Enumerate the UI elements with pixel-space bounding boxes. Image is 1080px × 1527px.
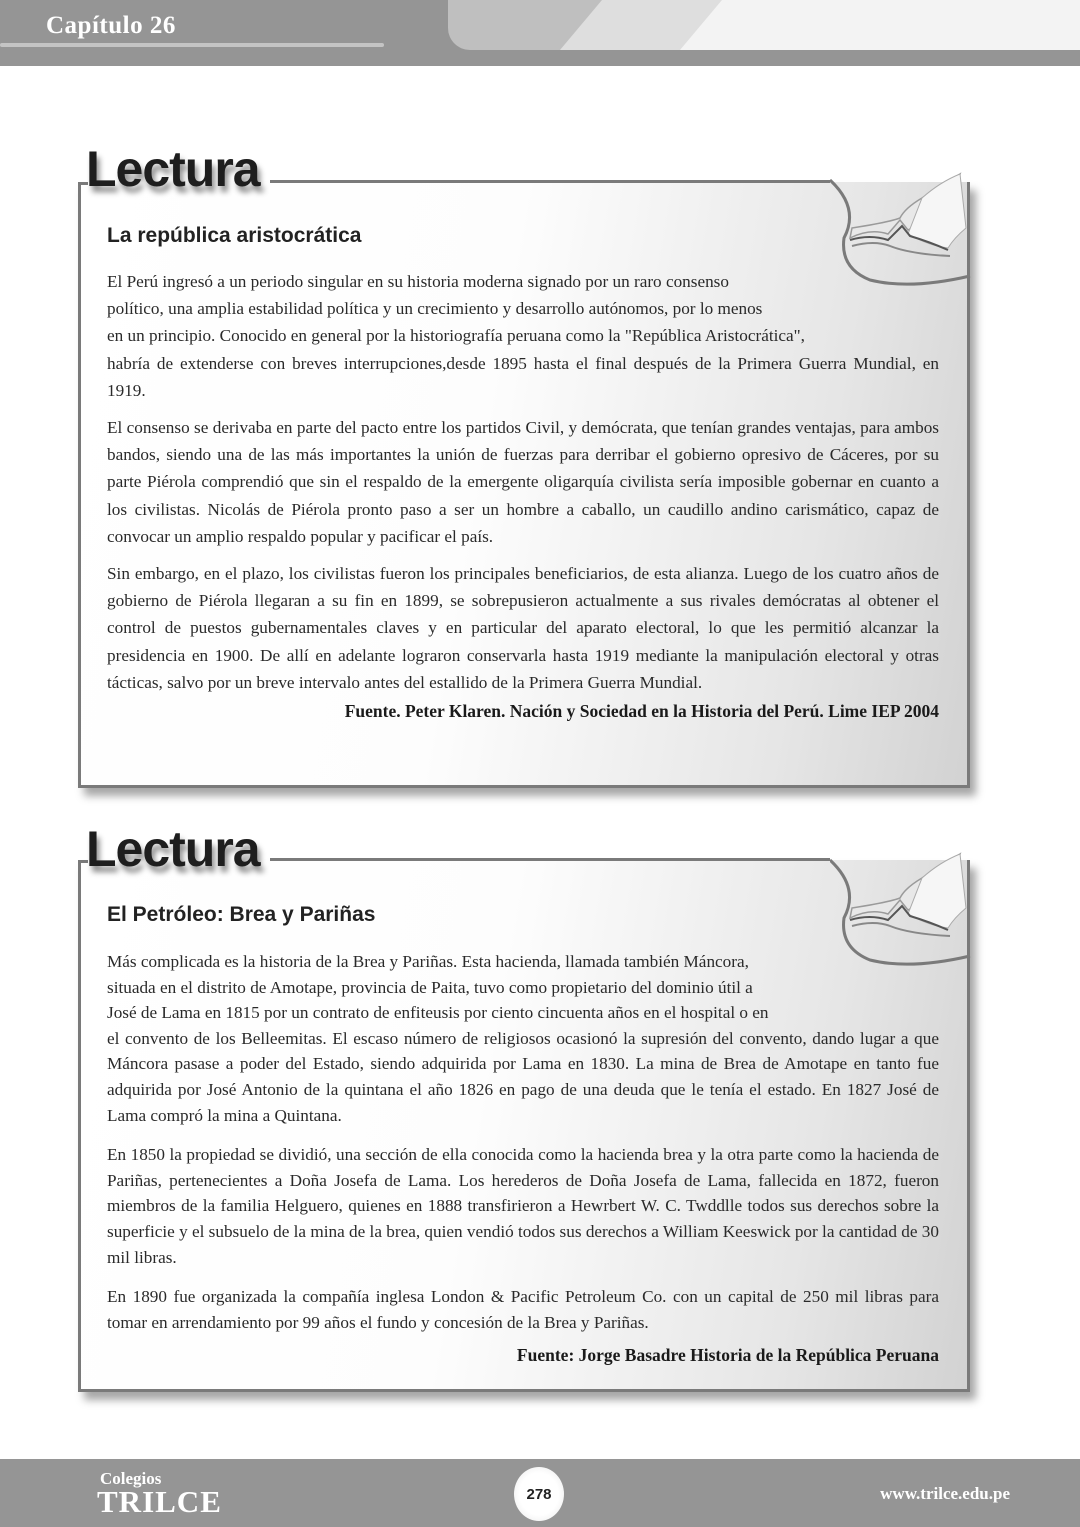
reading-title: El Petróleo: Brea y Pariñas bbox=[107, 903, 376, 926]
reading-title: La república aristocrática bbox=[107, 224, 362, 247]
page-header bbox=[0, 0, 1080, 66]
paragraph-line: José de Lama en 1815 por un contrato de enfiteusis por ciento cincuenta años en el hospital o en bbox=[107, 1003, 769, 1023]
paragraph bbox=[107, 268, 939, 404]
chapter-title: Capítulo 26 bbox=[46, 12, 176, 39]
brand-logo-text: TRILCE bbox=[97, 1484, 222, 1519]
frame-top-line bbox=[270, 180, 830, 183]
paragraph-line: político, una amplia estabilidad política y un crecimiento y desarrollo autónomos, por lo menos bbox=[107, 299, 763, 319]
reading-box-2 bbox=[78, 820, 970, 1392]
paragraph-line: en un principio. Conocido en general por la historiografía peruana como la "República Aristocrática", bbox=[107, 326, 805, 346]
paragraph bbox=[107, 949, 939, 1128]
reading-box-1 bbox=[78, 140, 970, 788]
paragraph-text: el convento de los Belleemitas. El escaso número de religiosos ocasionó la supresión del convento, dando lugar a que Máncora pasase a poder del Estado, siendo adquirida por Lama en 1830. La mina de Brea de Amotape en tanto fue adquirida por José Antonio de la quintana el año 1826 en pago de una deuda que le tenía el estado. En 1827 José de Lama compró la mina a Quintana. bbox=[107, 1028, 939, 1125]
brand-small-text: Colegios bbox=[100, 1469, 162, 1488]
paragraph: En 1890 fue organizada la compañía inglesa London & Pacific Petroleum Co. con un capital de 250 mil libras para tomar en arrendamiento por 99 años el fundo y concesión de la Brea y Pariñas. bbox=[107, 1287, 939, 1332]
paragraph: El consenso se derivaba en parte del pacto entre los partidos Civil, y demócrata, que tenían grandes ventajas, para ambos bandos, siendo una de las más importantes la unión de fuerzas para derribar el gobierno opresivo de Cáceres, por su parte Piérola comprendió que sin el respaldo de la emergente oligarquía civilista sería imposible gobernar en cuanto a los civilistas. Nicolás de Piérola pronto paso a ser un hombre a caballo, un caudillo andino carismático, capaz de convocar un amplio respaldo popular y pacificar el país. bbox=[107, 418, 939, 546]
reading-body bbox=[107, 268, 939, 725]
frame-top-line bbox=[270, 858, 830, 861]
page-footer bbox=[0, 1459, 1080, 1527]
paragraph-line: Más complicada es la historia de la Brea y Pariñas. Esta hacienda, llamada también Máncora, bbox=[107, 952, 749, 971]
paragraph-line: El Perú ingresó a un periodo singular en su historia moderna signado por un raro consenso bbox=[107, 272, 729, 291]
source-citation: Fuente: Jorge Basadre Historia de la República Peruana bbox=[516, 1345, 939, 1366]
paragraph: Sin embargo, en el plazo, los civilistas fueron los principales beneficiarios, de esta alianza. Luego de los cuatro años de gobierno de Piérola llegaran a su fin en 1899, se sobrepusieron actualmente a sus rivales demócratas al obtener el control de puestos gubernamentales claves y en particular del aparato electoral, lo que les permitió alcanzar la presidencia en 1900. De allí en adelante lograron conservarla hasta 1919 mediante la manipulación electoral y otras tácticas, salvo por un breve intervalo antes del estallido de la Primera Guerra Mundial. bbox=[107, 564, 939, 692]
paragraph-text: habría de extenderse con breves interrupciones,desde 1895 hasta el final después de la Primera Guerra Mundial, en 1919. bbox=[107, 353, 939, 400]
reading-body bbox=[107, 949, 939, 1369]
header-decor-shape bbox=[680, 0, 1080, 50]
lectura-heading: Lectura bbox=[86, 821, 260, 877]
paragraph: En 1850 la propiedad se dividió, una sección de ella conocida como la hacienda brea y la otra parte como la hacienda de Pariñas, pertenecientes a Doña Josefa de Lama. Los herederos de Doña Josefa de Lama, fallecida en 1872, fueron miembros de la familia Helguero, quienes en 1888 transfirieron a Hewrbert W. C. Twddlle todos sus derechos sobre la superficie y el subsuelo de la mina de la brea, quien vendió todos sus derechos a William Keeswick por la cantidad de 30 mil libras. bbox=[107, 1145, 939, 1267]
source-citation: Fuente. Peter Klaren. Nación y Sociedad en la Historia del Perú. Lime IEP 2004 bbox=[344, 701, 939, 722]
website-url: www.trilce.edu.pe bbox=[880, 1484, 1010, 1503]
paragraph-line: situada en el distrito de Amotape, provincia de Paita, tuvo como propietario del dominio útil a bbox=[107, 977, 753, 997]
page-number: 278 bbox=[526, 1485, 552, 1503]
lectura-heading: Lectura bbox=[86, 141, 260, 197]
chapter-underline bbox=[0, 43, 384, 47]
page-number-badge bbox=[514, 1467, 564, 1521]
